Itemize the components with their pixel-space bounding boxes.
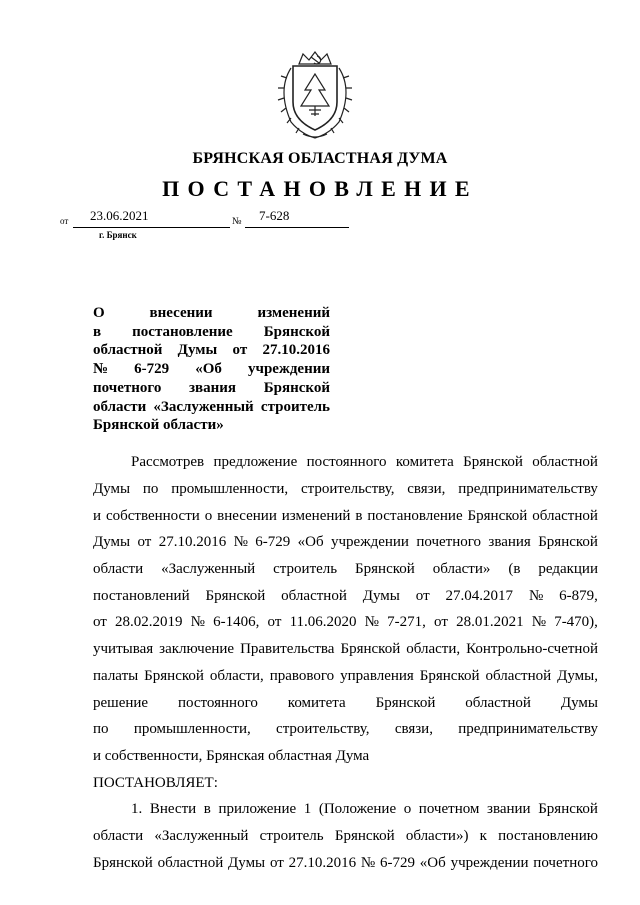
body-word: Контрольно-счетной — [466, 641, 598, 657]
body-word: областной — [532, 454, 598, 470]
body-word: Думы — [560, 695, 598, 711]
body-word: палаты — [93, 668, 139, 684]
body-word: Думы — [93, 481, 131, 497]
body-word: Думы, — [557, 668, 598, 684]
body-word: учреждении — [331, 534, 409, 550]
body-line — [131, 801, 598, 818]
body-word: от — [434, 614, 448, 630]
body-word: заключение — [159, 641, 235, 657]
title-word: областной — [93, 342, 163, 359]
title-word: изменений — [257, 305, 330, 321]
body-word: «Об — [297, 534, 324, 550]
body-word: связи, — [394, 721, 433, 737]
number-sign: № — [232, 216, 242, 227]
body-word: ПОСТАНОВЛЯЕТ: — [93, 775, 218, 791]
body-word: Рассмотрев — [131, 454, 205, 470]
body-word: 1. — [131, 801, 143, 817]
organization-name: БРЯНСКАЯ ОБЛАСТНАЯ ДУМА — [192, 150, 448, 167]
body-word: 6-729 — [380, 855, 415, 871]
body-word: комитета — [287, 695, 346, 711]
body-word: от — [267, 614, 282, 630]
body-word: предпринимательству — [458, 721, 598, 737]
body-word: Брянской — [467, 508, 528, 524]
body-word: Правительства — [240, 641, 335, 657]
body-word: областной — [281, 588, 347, 604]
document-date: 23.06.2021 — [90, 208, 149, 223]
body-word: области» — [432, 561, 491, 577]
body-word: промышленности, — [133, 721, 251, 737]
body-word: комитета — [395, 454, 454, 470]
body-word: по — [142, 481, 159, 497]
body-word: звании — [487, 801, 531, 817]
body-word: Брянской — [144, 668, 204, 684]
body-word: Брянской — [205, 588, 266, 604]
body-word: № — [233, 534, 248, 550]
body-word: Брянской — [538, 534, 598, 550]
body-word: Брянской — [340, 641, 401, 657]
date-prefix: от — [60, 216, 69, 226]
body-word: почетном — [418, 801, 480, 817]
body-line — [93, 721, 598, 738]
body-word: внесении — [217, 508, 277, 524]
body-word: предпринимательству — [458, 481, 598, 497]
body-word: Брянской — [355, 561, 415, 577]
body-word: от — [269, 855, 284, 871]
body-word: от — [137, 534, 152, 550]
body-word: «Заслуженный — [154, 828, 249, 844]
body-word: постоянного — [306, 454, 387, 470]
title-word: 6-729 — [134, 361, 170, 378]
body-word: редакции — [538, 561, 598, 577]
title-word: «Об — [195, 361, 222, 378]
body-word: Брянской — [419, 668, 480, 684]
title-word: постановление — [132, 323, 233, 340]
title-word: учреждении — [247, 361, 330, 378]
body-word: управления — [340, 668, 414, 684]
title-line — [93, 304, 330, 323]
body-word: № — [528, 588, 544, 604]
title-word: строитель — [260, 398, 330, 415]
body-word: предложение — [213, 454, 298, 470]
body-word: Думы — [362, 588, 400, 604]
body-line — [131, 454, 598, 471]
body-word: постоянного — [178, 695, 258, 711]
body-word: областной — [485, 668, 552, 684]
body-word: 28.01.2021 — [456, 614, 524, 630]
body-word: строитель — [273, 561, 338, 577]
body-word: промышленности, — [171, 481, 289, 497]
title-word: Брянской — [263, 323, 330, 340]
title-word: Брянской — [263, 379, 330, 396]
title-word: в — [93, 323, 102, 340]
body-word: Брянской — [375, 695, 436, 711]
body-word: 6-729 — [255, 534, 291, 550]
title-word: Думы — [177, 342, 218, 359]
body-word: постановление — [367, 508, 463, 524]
body-word: связи, — [407, 481, 446, 497]
body-word: (в — [508, 561, 521, 577]
body-word: решение — [93, 695, 149, 711]
body-line — [93, 855, 598, 872]
body-line — [93, 748, 598, 765]
body-word: и — [93, 508, 102, 524]
body-line — [93, 508, 598, 525]
body-word: почетного — [416, 534, 482, 550]
title-word: от — [232, 342, 248, 359]
body-word: учреждении — [450, 855, 529, 871]
body-word: по — [93, 721, 109, 737]
city-label: г. Брянск — [99, 230, 137, 240]
body-word: от — [415, 588, 430, 604]
body-word: области, — [406, 641, 461, 657]
body-word: (Положение — [318, 801, 397, 817]
number-underline — [245, 227, 349, 228]
body-word: 1 — [303, 801, 312, 817]
body-word: областной — [465, 695, 531, 711]
body-word: Брянской — [463, 454, 523, 470]
title-line — [93, 323, 330, 342]
body-word: в — [355, 508, 363, 524]
date-number-line — [60, 207, 360, 231]
body-word: 27.10.2016 — [158, 534, 227, 550]
body-word: строительству, — [300, 481, 395, 497]
body-word: 28.02.2019 — [115, 614, 183, 630]
body-word: № — [531, 614, 547, 630]
bryansk-coat-of-arms-emblem — [269, 50, 361, 142]
title-line — [93, 341, 330, 360]
body-word: 27.04.2017 — [445, 588, 514, 604]
body-word: Думы — [93, 534, 131, 550]
body-word: 11.06.2020 — [289, 614, 357, 630]
body-word: и собственности, Брянская областная Дума — [93, 748, 370, 764]
body-word: Внести — [149, 801, 197, 817]
body-word: 7-271, — [387, 614, 426, 630]
body-word: постановлению — [498, 828, 598, 844]
body-word: 6-879, — [559, 588, 598, 604]
body-word: № — [190, 614, 205, 630]
body-word: 7-470), — [554, 614, 598, 630]
body-word: области») — [405, 828, 469, 844]
body-line — [93, 534, 598, 551]
body-word: «Заслуженный — [161, 561, 256, 577]
title-word: внесении — [149, 305, 213, 321]
title-word: звания — [189, 379, 237, 396]
body-word: Брянской — [93, 855, 153, 871]
body-word: № — [364, 614, 379, 630]
body-word: постановлений — [93, 588, 190, 604]
body-line — [93, 588, 598, 605]
body-line — [93, 668, 598, 685]
body-word: строительству, — [276, 721, 370, 737]
title-word: области — [93, 398, 147, 415]
body-word: «Об — [419, 855, 446, 871]
resolves-heading — [93, 775, 598, 792]
body-word: 27.10.2016 — [288, 855, 357, 871]
body-word: почетного — [533, 855, 598, 871]
body-line — [93, 641, 598, 658]
title-word: 27.10.2016 — [262, 342, 330, 359]
body-word: области — [93, 561, 144, 577]
body-word: учитывая — [93, 641, 154, 657]
body-word: Брянской — [538, 801, 598, 817]
body-word: области, — [209, 668, 264, 684]
body-line — [93, 614, 598, 631]
body-line — [93, 481, 598, 498]
body-word: о — [403, 801, 412, 817]
title-line — [93, 416, 330, 435]
date-underline — [73, 227, 230, 228]
resolution-title — [93, 304, 330, 435]
title-word: Брянской области» — [93, 417, 224, 434]
body-word: областной — [157, 855, 224, 871]
body-word: областной — [532, 508, 598, 524]
title-line — [93, 398, 330, 417]
title-word: «Заслуженный — [153, 398, 254, 415]
body-line — [93, 828, 598, 845]
body-word: № — [360, 855, 376, 871]
body-line — [93, 561, 598, 578]
body-word: области — [93, 828, 144, 844]
body-word: к — [479, 828, 487, 844]
title-word: О — [93, 305, 105, 321]
body-word: от — [93, 614, 107, 630]
body-word: 6-1406, — [213, 614, 260, 630]
body-word: изменений — [281, 508, 351, 524]
body-word: строитель — [259, 828, 324, 844]
document-number: 7-628 — [259, 208, 290, 223]
body-word: собственности — [105, 508, 200, 524]
body-word: приложение — [218, 801, 297, 817]
body-line — [93, 695, 598, 712]
body-word: Думы — [228, 855, 266, 871]
body-word: звания — [488, 534, 531, 550]
title-line — [93, 360, 330, 379]
title-word: № — [93, 361, 109, 378]
title-line — [93, 379, 330, 398]
body-word: о — [204, 508, 213, 524]
title-word: почетного — [93, 379, 162, 396]
body-word: в — [203, 801, 211, 817]
body-word: Брянской — [334, 828, 395, 844]
document-type-heading: ПОСТАНОВЛЕНИЕ — [162, 176, 478, 201]
body-word: правового — [269, 668, 335, 684]
